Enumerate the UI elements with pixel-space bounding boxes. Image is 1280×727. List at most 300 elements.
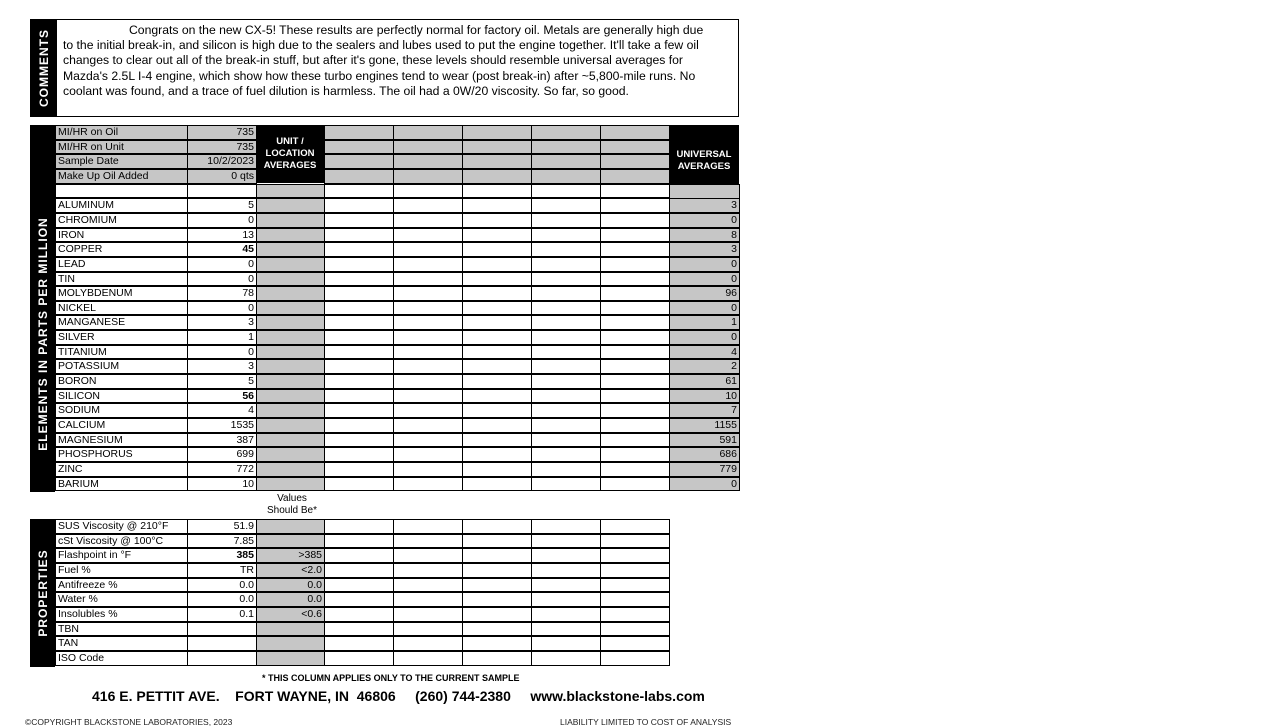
- history-cell: [393, 578, 463, 593]
- history-cell: [324, 592, 394, 607]
- history-cell: [462, 154, 532, 169]
- history-cell: [600, 447, 670, 462]
- element-name: CALCIUM: [55, 418, 188, 433]
- unit-average-cell: [256, 345, 325, 360]
- spacer-cell: [393, 184, 463, 199]
- property-name: TBN: [55, 622, 188, 637]
- spacer-cell: [256, 184, 325, 199]
- element-name: MANGANESE: [55, 315, 188, 330]
- property-value: 51.9: [187, 519, 257, 534]
- property-value: 385: [187, 548, 257, 563]
- history-cell: [600, 345, 670, 360]
- history-cell: [600, 228, 670, 243]
- history-cell: [531, 447, 601, 462]
- history-cell: [531, 242, 601, 257]
- history-cell: [393, 418, 463, 433]
- history-cell: [531, 519, 601, 534]
- universal-averages-header: UNIVERSAL AVERAGES: [669, 125, 739, 197]
- history-cell: [531, 315, 601, 330]
- history-cell: [393, 403, 463, 418]
- history-cell: [324, 389, 394, 404]
- history-cell: [531, 418, 601, 433]
- history-cell: [324, 242, 394, 257]
- sample-info-label: MI/HR on Unit: [55, 140, 188, 155]
- history-cell: [600, 242, 670, 257]
- property-should-be: 0.0: [256, 578, 325, 593]
- history-cell: [462, 345, 532, 360]
- history-cell: [531, 359, 601, 374]
- unit-average-cell: [256, 389, 325, 404]
- history-cell: [531, 169, 601, 184]
- property-value: 7.85: [187, 534, 257, 549]
- history-cell: [600, 563, 670, 578]
- property-should-be: [256, 651, 325, 666]
- history-cell: [462, 433, 532, 448]
- element-value: 1: [187, 330, 257, 345]
- history-cell: [600, 140, 670, 155]
- history-cell: [600, 154, 670, 169]
- element-value: 387: [187, 433, 257, 448]
- history-cell: [393, 301, 463, 316]
- history-cell: [393, 286, 463, 301]
- property-name: Water %: [55, 592, 188, 607]
- column-note: * THIS COLUMN APPLIES ONLY TO THE CURRENT SAMPLE: [262, 673, 520, 683]
- history-cell: [462, 622, 532, 637]
- history-cell: [324, 636, 394, 651]
- unit-location-averages-header: UNIT / LOCATION AVERAGES: [257, 125, 323, 183]
- history-cell: [324, 651, 394, 666]
- element-name: ZINC: [55, 462, 188, 477]
- history-cell: [324, 315, 394, 330]
- history-cell: [462, 242, 532, 257]
- history-cell: [324, 286, 394, 301]
- liability-note: LIABILITY LIMITED TO COST OF ANALYSIS: [560, 717, 732, 727]
- unit-average-cell: [256, 433, 325, 448]
- history-cell: [393, 228, 463, 243]
- element-value: 5: [187, 374, 257, 389]
- history-cell: [324, 462, 394, 477]
- history-cell: [324, 519, 394, 534]
- history-cell: [531, 433, 601, 448]
- universal-average-value: 1155: [669, 418, 740, 433]
- comments-text: Congrats on the new CX-5! These results are perfectly normal for factory oil. Metals are generally high due to the initial break-in, and silicon is high due to the sealers and lubes used to put the engine together. It'll take a few oil changes to clear out all of the break-in stuff, but after it's gone, these levels should resemble universal averages for Mazda's 2.5L I-4 engine, which show how these turbo engines tend to wear (post break-in) after ~5,800-mile runs. No coolant was found, and a trace of fuel dilution is harmless. The oil had a 0W/20 viscosity. So far, so good.: [63, 23, 704, 98]
- comments-label: COMMENTS: [37, 29, 51, 107]
- element-value: 772: [187, 462, 257, 477]
- element-value: 0: [187, 257, 257, 272]
- element-name: POTASSIUM: [55, 359, 188, 374]
- unit-average-cell: [256, 198, 325, 213]
- history-cell: [600, 622, 670, 637]
- history-cell: [393, 462, 463, 477]
- history-cell: [462, 374, 532, 389]
- history-cell: [324, 563, 394, 578]
- property-should-be: [256, 534, 325, 549]
- property-value: 0.0: [187, 578, 257, 593]
- history-cell: [531, 578, 601, 593]
- property-name: Fuel %: [55, 563, 188, 578]
- history-cell: [393, 125, 463, 140]
- history-cell: [324, 330, 394, 345]
- history-cell: [531, 213, 601, 228]
- history-cell: [462, 286, 532, 301]
- property-should-be: >385: [256, 548, 325, 563]
- element-value: 0: [187, 301, 257, 316]
- spacer-cell: [462, 184, 532, 199]
- history-cell: [531, 636, 601, 651]
- element-name: COPPER: [55, 242, 188, 257]
- history-cell: [324, 272, 394, 287]
- element-name: CHROMIUM: [55, 213, 188, 228]
- history-cell: [600, 636, 670, 651]
- property-should-be: <2.0: [256, 563, 325, 578]
- history-cell: [462, 403, 532, 418]
- history-cell: [393, 548, 463, 563]
- history-cell: [462, 169, 532, 184]
- history-cell: [462, 389, 532, 404]
- spacer-cell: [600, 184, 670, 199]
- property-value: [187, 651, 257, 666]
- history-cell: [393, 477, 463, 492]
- history-cell: [393, 447, 463, 462]
- history-cell: [393, 622, 463, 637]
- history-cell: [324, 169, 394, 184]
- property-name: TAN: [55, 636, 188, 651]
- history-cell: [531, 607, 601, 622]
- element-value: 10: [187, 477, 257, 492]
- history-cell: [324, 140, 394, 155]
- element-name: IRON: [55, 228, 188, 243]
- element-value: 0: [187, 213, 257, 228]
- property-value: TR: [187, 563, 257, 578]
- history-cell: [393, 389, 463, 404]
- universal-average-value: 0: [669, 330, 740, 345]
- unit-average-cell: [256, 447, 325, 462]
- history-cell: [600, 403, 670, 418]
- history-cell: [462, 477, 532, 492]
- property-name: ISO Code: [55, 651, 188, 666]
- property-should-be: [256, 519, 325, 534]
- property-value: 0.0: [187, 592, 257, 607]
- history-cell: [393, 592, 463, 607]
- history-cell: [324, 433, 394, 448]
- history-cell: [324, 447, 394, 462]
- history-cell: [531, 198, 601, 213]
- properties-section-label: PROPERTIES: [35, 549, 50, 637]
- history-cell: [462, 272, 532, 287]
- element-value: 56: [187, 389, 257, 404]
- element-name: NICKEL: [55, 301, 188, 316]
- history-cell: [324, 154, 394, 169]
- history-cell: [600, 330, 670, 345]
- history-cell: [462, 257, 532, 272]
- property-name: Flashpoint in °F: [55, 548, 188, 563]
- spacer-cell: [187, 184, 257, 199]
- element-name: PHOSPHORUS: [55, 447, 188, 462]
- history-cell: [531, 592, 601, 607]
- history-cell: [462, 462, 532, 477]
- element-value: 1535: [187, 418, 257, 433]
- element-value: 3: [187, 315, 257, 330]
- history-cell: [600, 651, 670, 666]
- history-cell: [462, 140, 532, 155]
- history-cell: [462, 636, 532, 651]
- history-cell: [324, 125, 394, 140]
- universal-average-value: 0: [669, 301, 740, 316]
- history-cell: [462, 418, 532, 433]
- element-name: LEAD: [55, 257, 188, 272]
- property-name: Insolubles %: [55, 607, 188, 622]
- history-cell: [324, 301, 394, 316]
- history-cell: [462, 447, 532, 462]
- element-name: SODIUM: [55, 403, 188, 418]
- history-cell: [600, 286, 670, 301]
- history-cell: [600, 534, 670, 549]
- unit-average-cell: [256, 213, 325, 228]
- property-value: [187, 636, 257, 651]
- property-name: cSt Viscosity @ 100°C: [55, 534, 188, 549]
- element-value: 699: [187, 447, 257, 462]
- history-cell: [462, 607, 532, 622]
- history-cell: [324, 345, 394, 360]
- history-cell: [324, 607, 394, 622]
- universal-average-value: 591: [669, 433, 740, 448]
- spacer-cell: [55, 184, 188, 199]
- element-name: MAGNESIUM: [55, 433, 188, 448]
- history-cell: [462, 330, 532, 345]
- history-cell: [531, 548, 601, 563]
- history-cell: [462, 198, 532, 213]
- history-cell: [393, 651, 463, 666]
- history-cell: [531, 462, 601, 477]
- history-cell: [324, 403, 394, 418]
- property-should-be: [256, 622, 325, 637]
- history-cell: [393, 213, 463, 228]
- element-name: TITANIUM: [55, 345, 188, 360]
- element-name: TIN: [55, 272, 188, 287]
- spacer-cell: [324, 184, 394, 199]
- history-cell: [324, 578, 394, 593]
- history-cell: [600, 169, 670, 184]
- history-cell: [600, 519, 670, 534]
- universal-average-value: 0: [669, 272, 740, 287]
- history-cell: [600, 213, 670, 228]
- universal-average-value: 3: [669, 198, 740, 213]
- history-cell: [600, 477, 670, 492]
- history-cell: [393, 330, 463, 345]
- element-name: SILICON: [55, 389, 188, 404]
- element-name: SILVER: [55, 330, 188, 345]
- history-cell: [600, 198, 670, 213]
- universal-average-value: 7: [669, 403, 740, 418]
- history-cell: [531, 651, 601, 666]
- history-cell: [393, 272, 463, 287]
- history-cell: [393, 315, 463, 330]
- history-cell: [393, 169, 463, 184]
- property-name: Antifreeze %: [55, 578, 188, 593]
- element-value: 0: [187, 345, 257, 360]
- comments-band: [31, 20, 57, 116]
- history-cell: [393, 374, 463, 389]
- unit-average-cell: [256, 403, 325, 418]
- history-cell: [600, 418, 670, 433]
- history-cell: [531, 125, 601, 140]
- history-cell: [324, 374, 394, 389]
- history-cell: [324, 198, 394, 213]
- history-cell: [393, 636, 463, 651]
- history-cell: [462, 563, 532, 578]
- history-cell: [324, 213, 394, 228]
- element-value: 5: [187, 198, 257, 213]
- element-value: 13: [187, 228, 257, 243]
- spacer-cell: [669, 184, 740, 199]
- history-cell: [600, 359, 670, 374]
- property-should-be: [256, 636, 325, 651]
- history-cell: [462, 519, 532, 534]
- sample-info-label: Make Up Oil Added: [55, 169, 188, 184]
- sample-info-label: MI/HR on Oil: [55, 125, 188, 140]
- history-cell: [462, 578, 532, 593]
- history-cell: [531, 272, 601, 287]
- unit-average-cell: [256, 272, 325, 287]
- copyright: ©COPYRIGHT BLACKSTONE LABORATORIES, 2023: [25, 717, 233, 727]
- history-cell: [600, 433, 670, 448]
- history-cell: [600, 301, 670, 316]
- history-cell: [531, 534, 601, 549]
- element-value: 0: [187, 272, 257, 287]
- history-cell: [462, 548, 532, 563]
- history-cell: [531, 345, 601, 360]
- universal-average-value: 61: [669, 374, 740, 389]
- universal-average-value: 96: [669, 286, 740, 301]
- sample-info-value: 735: [187, 140, 257, 155]
- history-cell: [462, 359, 532, 374]
- unit-average-cell: [256, 462, 325, 477]
- element-name: ALUMINUM: [55, 198, 188, 213]
- history-cell: [462, 301, 532, 316]
- history-cell: [531, 477, 601, 492]
- unit-average-cell: [256, 359, 325, 374]
- sample-info-value: 0 qts: [187, 169, 257, 184]
- universal-average-value: 4: [669, 345, 740, 360]
- history-cell: [324, 622, 394, 637]
- sample-info-value: 10/2/2023: [187, 154, 257, 169]
- universal-average-value: 779: [669, 462, 740, 477]
- history-cell: [462, 315, 532, 330]
- history-cell: [393, 607, 463, 622]
- history-cell: [393, 140, 463, 155]
- history-cell: [600, 607, 670, 622]
- history-cell: [600, 592, 670, 607]
- history-cell: [324, 228, 394, 243]
- unit-average-cell: [256, 228, 325, 243]
- history-cell: [600, 548, 670, 563]
- universal-average-value: 2: [669, 359, 740, 374]
- history-cell: [324, 548, 394, 563]
- history-cell: [531, 154, 601, 169]
- spacer-cell: [531, 184, 601, 199]
- element-name: MOLYBDENUM: [55, 286, 188, 301]
- history-cell: [600, 578, 670, 593]
- universal-average-value: 0: [669, 213, 740, 228]
- property-value: 0.1: [187, 607, 257, 622]
- history-cell: [393, 359, 463, 374]
- history-cell: [393, 154, 463, 169]
- universal-average-value: 3: [669, 242, 740, 257]
- history-cell: [531, 374, 601, 389]
- element-value: 78: [187, 286, 257, 301]
- history-cell: [393, 433, 463, 448]
- history-cell: [462, 125, 532, 140]
- element-name: BORON: [55, 374, 188, 389]
- unit-average-cell: [256, 418, 325, 433]
- history-cell: [531, 140, 601, 155]
- property-should-be: 0.0: [256, 592, 325, 607]
- unit-average-cell: [256, 242, 325, 257]
- history-cell: [600, 257, 670, 272]
- property-should-be: <0.6: [256, 607, 325, 622]
- history-cell: [324, 359, 394, 374]
- unit-average-cell: [256, 257, 325, 272]
- property-value: [187, 622, 257, 637]
- unit-average-cell: [256, 315, 325, 330]
- history-cell: [531, 403, 601, 418]
- history-cell: [531, 622, 601, 637]
- history-cell: [393, 257, 463, 272]
- history-cell: [393, 519, 463, 534]
- history-cell: [600, 125, 670, 140]
- history-cell: [393, 198, 463, 213]
- unit-average-cell: [256, 330, 325, 345]
- history-cell: [531, 228, 601, 243]
- property-name: SUS Viscosity @ 210°F: [55, 519, 188, 534]
- element-value: 3: [187, 359, 257, 374]
- values-should-be-label: Values Should Be*: [266, 493, 318, 516]
- history-cell: [393, 534, 463, 549]
- history-cell: [462, 534, 532, 549]
- universal-average-value: 686: [669, 447, 740, 462]
- universal-average-value: 0: [669, 257, 740, 272]
- history-cell: [462, 213, 532, 228]
- lab-address: 416 E. PETTIT AVE. FORT WAYNE, IN 46806 (260) 744-2380 www.blackstone-labs.com: [92, 688, 705, 704]
- comments-box: [30, 19, 739, 117]
- history-cell: [324, 418, 394, 433]
- unit-average-cell: [256, 286, 325, 301]
- unit-average-cell: [256, 477, 325, 492]
- universal-average-value: 0: [669, 477, 740, 492]
- elements-section-label: ELEMENTS IN PARTS PER MILLION: [35, 217, 50, 451]
- history-cell: [462, 228, 532, 243]
- sample-info-value: 735: [187, 125, 257, 140]
- unit-average-cell: [256, 374, 325, 389]
- history-cell: [531, 330, 601, 345]
- history-cell: [324, 257, 394, 272]
- history-cell: [600, 374, 670, 389]
- element-value: 4: [187, 403, 257, 418]
- history-cell: [531, 257, 601, 272]
- history-cell: [531, 301, 601, 316]
- history-cell: [462, 651, 532, 666]
- properties-band: [30, 519, 55, 667]
- sample-info-label: Sample Date: [55, 154, 188, 169]
- history-cell: [531, 563, 601, 578]
- history-cell: [462, 592, 532, 607]
- unit-average-cell: [256, 301, 325, 316]
- history-cell: [600, 389, 670, 404]
- history-cell: [393, 563, 463, 578]
- history-cell: [393, 345, 463, 360]
- history-cell: [531, 286, 601, 301]
- universal-average-value: 10: [669, 389, 740, 404]
